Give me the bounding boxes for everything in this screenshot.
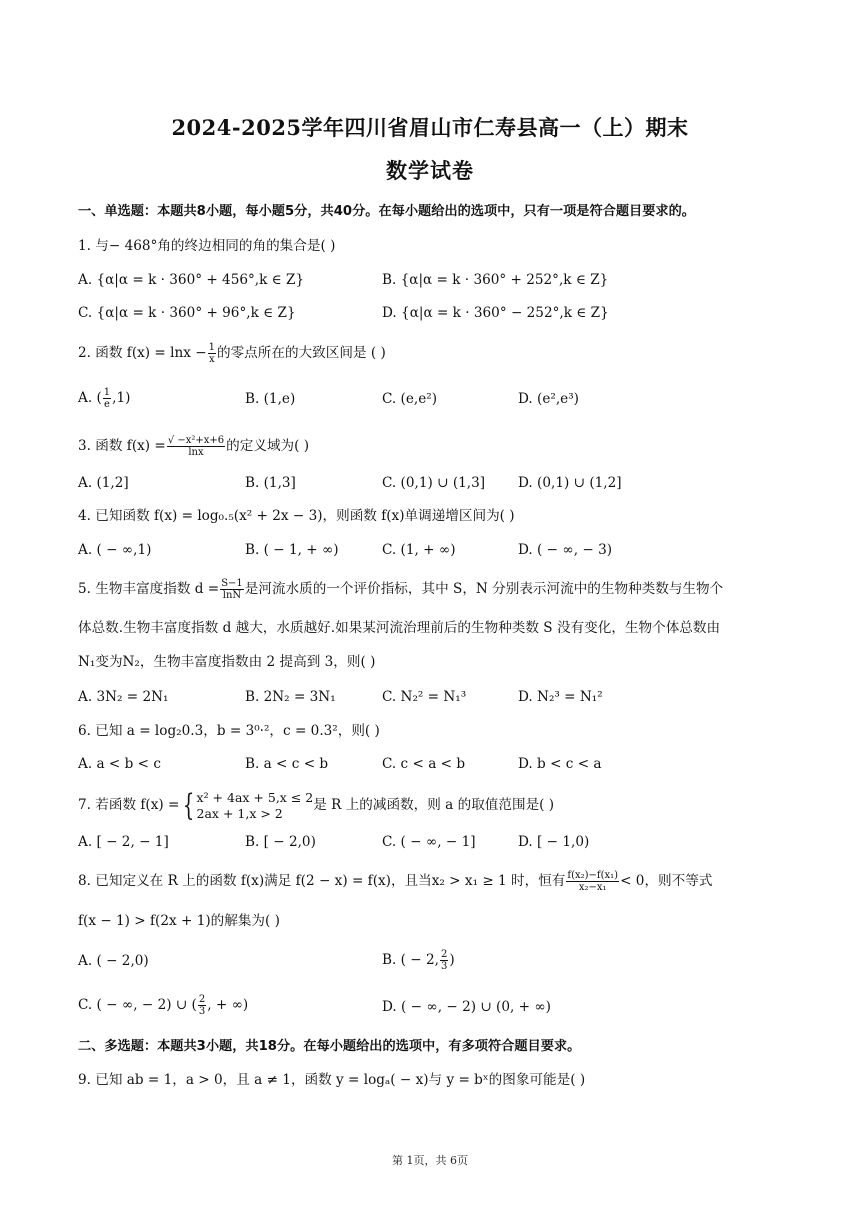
q3-stem-post: 的定义域为( ): [226, 438, 310, 454]
q8-fraction: [566, 870, 619, 893]
q3-frac-den: lnx: [188, 447, 204, 458]
q5-line1: [78, 578, 723, 601]
q2-option-c: C. (e,e²): [382, 391, 438, 407]
q3-option-a: A. (1,2]: [78, 475, 129, 491]
q5-option-c: C. N₂² = N₁³: [382, 689, 467, 705]
q2-option-d: D. (e²,e³): [518, 391, 579, 407]
q8-c-den: 3: [198, 1006, 206, 1017]
q6-option-a: A. a < b < c: [78, 756, 161, 772]
q2-option-a: [78, 387, 130, 410]
q5-fraction: [220, 578, 244, 601]
left-brace-icon: {: [183, 787, 195, 823]
q3-stem-pre: 3. 函数 f(x) =: [78, 438, 166, 454]
section2-heading: 二、多选题：本题共3小题，共18分。在每小题给出的选项中，有多项符合题目要求。: [78, 1039, 581, 1054]
q5-option-b: B. 2N₂ = 3N₁: [245, 689, 336, 705]
q5-pre: 5. 生物丰富度指数 d =: [78, 581, 220, 597]
q1-option-b: B. {α|α = k · 360° + 252°,k ∈ Z}: [382, 272, 609, 288]
q2-a-den: e: [103, 399, 110, 410]
q9-stem: 9. 已知 ab = 1，a > 0，且 a ≠ 1，函数 y = logₐ( − x)与 y = bˣ的图象可能是( ): [78, 1072, 586, 1088]
q4-option-c: C. (1, + ∞): [382, 542, 456, 558]
q3-fraction: [167, 435, 225, 458]
page-footer: 第 1页，共 6页: [392, 1154, 468, 1167]
q2-frac-num: 1: [208, 342, 215, 353]
q4-option-a: A. ( − ∞,1): [78, 542, 152, 558]
q8-frac-den: x₂−x₁: [578, 882, 607, 893]
q7-option-d: D. [ − 1,0): [518, 834, 590, 850]
q6-option-d: D. b < c < a: [518, 756, 602, 772]
q6-stem: 6. 已知 a = log₂0.3，b = 3⁰·²，c = 0.3²，则( ): [78, 723, 380, 739]
q8-b-den: 3: [440, 961, 448, 972]
q1-option-d: D. {α|α = k · 360° − 252°,k ∈ Z}: [382, 305, 609, 321]
q5-option-a: A. 3N₂ = 2N₁: [78, 689, 169, 705]
q1-option-c: C. {α|α = k · 360° + 96°,k ∈ Z}: [78, 305, 296, 321]
q8-b-num: 2: [440, 949, 448, 960]
q8-line1: [78, 870, 712, 893]
q1-stem: 1. 与− 468°角的终边相同的角的集合是( ): [78, 238, 336, 254]
q3-option-c: C. (0,1) ∪ (1,3]: [382, 475, 486, 491]
q2-a-pre: A. (: [78, 390, 102, 406]
q1-option-a: A. {α|α = k · 360° + 456°,k ∈ Z}: [78, 272, 305, 288]
q8-frac-num: f(x₂)−f(x₁): [567, 870, 619, 881]
q2-stem: [78, 342, 386, 365]
q8-c-fraction: [198, 994, 206, 1017]
q2-option-b: B. (1,e): [245, 391, 296, 407]
q8-b-pre: B. ( − 2,: [382, 952, 439, 968]
q5-line3: N₁变为N₂，生物丰富度指数由 2 提高到 3，则( ): [78, 654, 376, 670]
q2-frac-den: x: [208, 354, 215, 365]
q7-case1: x² + 4ax + 5,x ≤ 2: [196, 789, 314, 805]
q4-stem: 4. 已知函数 f(x) = log₀.₅(x² + 2x − 3)，则函数 f(x)单调递增区间为( ): [78, 508, 515, 524]
q8-option-d: D. ( − ∞, − 2) ∪ (0, + ∞): [382, 999, 551, 1015]
q4-option-b: B. ( − 1, + ∞): [245, 542, 339, 558]
q3-option-d: D. (0,1) ∪ (1,2]: [518, 475, 622, 491]
section1-heading: 一、单选题：本题共8小题，每小题5分，共40分。在每小题给出的选项中，只有一项是符合题目要求的。: [78, 204, 695, 219]
exam-subtitle: 数学试卷: [386, 158, 474, 183]
q8-c-pre: C. ( − ∞, − 2) ∪ (: [78, 997, 197, 1013]
q3-stem: [78, 435, 309, 458]
q8-option-a: A. ( − 2,0): [78, 953, 149, 969]
q6-option-c: C. c < a < b: [382, 756, 466, 772]
q8-c-num: 2: [198, 994, 206, 1005]
q6-option-b: B. a < c < b: [245, 756, 329, 772]
q3-frac-num: √ −x²+x+6: [167, 435, 225, 446]
q2-fraction: [208, 342, 216, 365]
q5-post: 是河流水质的一个评价指标，其中 S，N 分别表示河流中的生物种类数与生物个: [244, 581, 724, 597]
q2-stem-pre: 2. 函数 f(x) = lnx −: [78, 345, 207, 361]
q7-option-c: C. ( − ∞, − 1]: [382, 834, 476, 850]
q8-c-post: , + ∞): [207, 997, 249, 1013]
q8-b-post: ): [449, 952, 455, 968]
q2-a-fraction: [103, 387, 111, 410]
q7-post: 是 R 上的减函数，则 a 的取值范围是( ): [313, 797, 555, 813]
q7-stem: [78, 788, 554, 822]
q8-option-c: [78, 994, 248, 1017]
q7-option-b: B. [ − 2,0): [245, 834, 316, 850]
q7-option-a: A. [ − 2, − 1]: [78, 834, 169, 850]
q8-pre: 8. 已知定义在 R 上的函数 f(x)满足 f(2 − x) = f(x)，且当x₂ > x₁ ≥ 1 时，恒有: [78, 873, 566, 889]
q5-line2: 体总数.生物丰富度指数 d 越大，水质越好.如果某河流治理前后的生物种类数 S 没有变化，生物个体总数由: [78, 620, 721, 636]
q4-option-d: D. ( − ∞, − 3): [518, 542, 613, 558]
exam-title: 2024-2025学年四川省眉山市仁寿县高一（上）期末: [171, 115, 689, 140]
q2-a-post: ,1): [112, 390, 131, 406]
q5-frac-num: S−1: [221, 578, 243, 589]
q5-frac-den: lnN: [222, 590, 242, 601]
q8-b-fraction: [440, 949, 448, 972]
q5-option-d: D. N₂³ = N₁²: [518, 689, 603, 705]
q2-stem-post: 的零点所在的大致区间是 ( ): [217, 345, 386, 361]
q7-cases: [197, 790, 314, 822]
q3-option-b: B. (1,3]: [245, 475, 296, 491]
q2-a-num: 1: [103, 387, 111, 398]
q8-line2: f(x − 1) > f(2x + 1)的解集为( ): [78, 913, 280, 929]
q7-case2: 2ax + 1,x > 2: [196, 805, 283, 821]
q7-pre: 7. 若函数 f(x) =: [78, 797, 180, 813]
q8-option-b: [382, 949, 455, 972]
q8-post: < 0，则不等式: [620, 873, 713, 889]
